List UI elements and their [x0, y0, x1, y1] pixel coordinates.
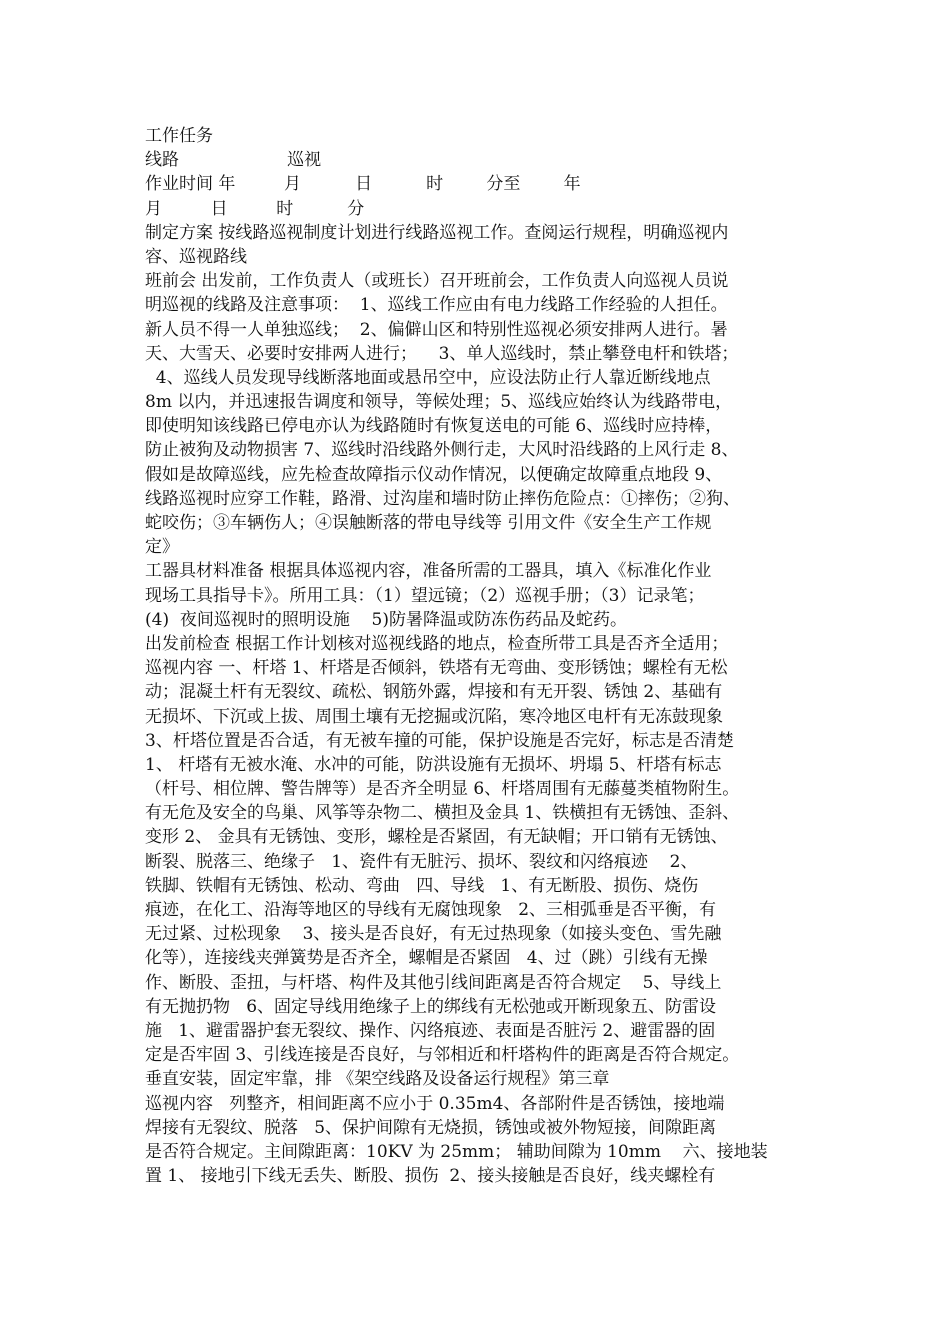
text-line: 无损坏、下沉或上拔、周围土壤有无挖掘或沉陷，寒冷地区电杆有无冻鼓现象: [145, 706, 723, 727]
text-line: 施 1、避雷器护套无裂纹、操作、闪络痕迹、表面是否脏污 2、避雷器的固: [145, 1020, 716, 1041]
text-line: 垂直安装，固定牢靠，排 《架空线路及设备运行规程》第三章: [145, 1069, 610, 1090]
text-line: 定是否牢固 3、引线连接是否良好，与邻相近和杆塔构件的距离是否符合规定。: [145, 1045, 740, 1066]
document-body: [145, 124, 835, 1188]
text-line: 有无危及安全的鸟巢、风筝等杂物二、横担及金具 1、铁横担有无锈蚀、歪斜、: [145, 803, 740, 824]
text-line: 月 日 时 分: [145, 198, 365, 219]
text-line: (4) 夜间巡视时的照明设施 5)防暑降温或防冻伤药品及蛇药。: [145, 609, 627, 630]
text-line: 4、巡线人员发现导线断落地面或悬吊空中，应设法防止行人靠近断线地点: [145, 367, 711, 388]
text-line: 化等），连接线夹弹簧势是否齐全，螺帽是否紧固 4、过（跳）引线有无操: [145, 948, 708, 969]
text-line: 动；混凝土杆有无裂纹、疏松、钢筋外露，焊接和有无开裂、锈蚀 2、基础有: [145, 682, 723, 703]
text-line: 巡视内容 列整齐，相间距离不应小于 0.35m4、各部附件是否锈蚀，接地端: [145, 1093, 725, 1114]
text-line: 断裂、脱落三、绝缘子 1、瓷件有无脏污、损坏、裂纹和闪络痕迹 2、: [145, 851, 698, 872]
text-line: 假如是故障巡线，应先检查故障指示仪动作情况，以便确定故障重点地段 9、: [145, 464, 723, 485]
text-line: 有无抛扔物 6、固定导线用绝缘子上的绑线有无松弛或开断现象五、防雷设: [145, 996, 717, 1017]
text-line: 无过紧、过松现象 3、接头是否良好，有无过热现象（如接头变色、雪先融: [145, 924, 722, 945]
text-line: 出发前检查 根据工作计划核对巡视线路的地点，检查所带工具是否齐全适用；: [145, 633, 729, 654]
text-line: 作业时间 年 月 日 时 分至 年: [145, 174, 581, 195]
text-line: 新人员不得一人单独巡线； 2、偏僻山区和特别性巡视必须安排两人进行。暑: [145, 319, 728, 340]
text-line: 天、大雪天、必要时安排两人进行； 3、单人巡线时，禁止攀登电杆和铁塔；: [145, 343, 739, 364]
text-line: （杆号、相位牌、警告牌等）是否齐全明显 6、杆塔周围有无藤蔓类植物附生。: [145, 779, 740, 800]
text-line: 线路巡视时应穿工作鞋，路滑、过沟崖和墙时防止摔伤危险点：①摔伤；②狗、: [145, 488, 740, 509]
text-line: 3、杆塔位置是否合适，有无被车撞的可能，保护设施是否完好，标志是否清楚: [145, 730, 734, 751]
text-line: 变形 2、 金具有无锈蚀、变形，螺栓是否紧固，有无缺帽；开口销有无锈蚀、: [145, 827, 728, 848]
text-line: 铁脚、铁帽有无锈蚀、松动、弯曲 四、导线 1、有无断股、损伤、烧伤: [145, 875, 699, 896]
text-line: 焊接有无裂纹、脱落 5、保护间隙有无烧损，锈蚀或被外物短接，间隙距离: [145, 1117, 717, 1138]
text-line: 容、巡视路线: [145, 246, 247, 267]
text-line: 1、 杆塔有无被水淹、水冲的可能，防洪设施有无损坏、坍塌 5、杆塔有标志: [145, 754, 722, 775]
text-line: 作、断股、歪扭，与杆塔、构件及其他引线间距离是否符合规定 5、导线上: [145, 972, 722, 993]
text-line: 制定方案 按线路巡视制度计划进行线路巡视工作。查阅运行规程，明确巡视内: [145, 222, 729, 243]
text-line: 线路 巡视: [145, 150, 322, 171]
text-line: 是否符合规定。主间隙距离：10KV 为 25mm； 辅助间隙为 10mm 六、接地装: [145, 1141, 768, 1162]
text-line: 痕迹，在化工、沿海等地区的导线有无腐蚀现象 2、三相弧垂是否平衡，有: [145, 900, 717, 920]
text-line: 蛇咬伤；③车辆伤人；④误触断落的带电导线等 引用文件《安全生产工作规: [145, 513, 712, 533]
text-line: 即使明知该线路已停电亦认为线路随时有恢复送电的可能 6、巡线时应持棒，: [145, 416, 723, 437]
text-line: 定》: [145, 537, 179, 558]
text-line: 巡视内容 一、杆塔 1、杆塔是否倾斜，铁塔有无弯曲、变形锈蚀；螺栓有无松: [145, 658, 728, 679]
text-line: 8m 以内，并迅速报告调度和领导，等候处理；5、巡线应始终认为线路带电，: [145, 392, 733, 413]
text-line: 置 1、 接地引下线无丢失、断股、损伤 2、接头接触是否良好，线夹螺栓有: [145, 1166, 716, 1187]
text-line: 明巡视的线路及注意事项： 1、巡线工作应由有电力线路工作经验的人担任。: [145, 295, 728, 316]
text-line: 防止被狗及动物损害 7、巡线时沿线路外侧行走，大风时沿线路的上风行走 8、: [145, 440, 739, 461]
text-line: 工器具材料准备 根据具体巡视内容，准备所需的工器具，填入《标准化作业: [145, 561, 712, 582]
text-line: 班前会 出发前，工作负责人（或班长）召开班前会，工作负责人向巡视人员说: [145, 271, 729, 292]
text-line: 现场工具指导卡》。所用工具：（1）望远镜；（2）巡视手册；（3）记录笔；: [145, 585, 705, 606]
text-line: 工作任务: [145, 126, 213, 146]
